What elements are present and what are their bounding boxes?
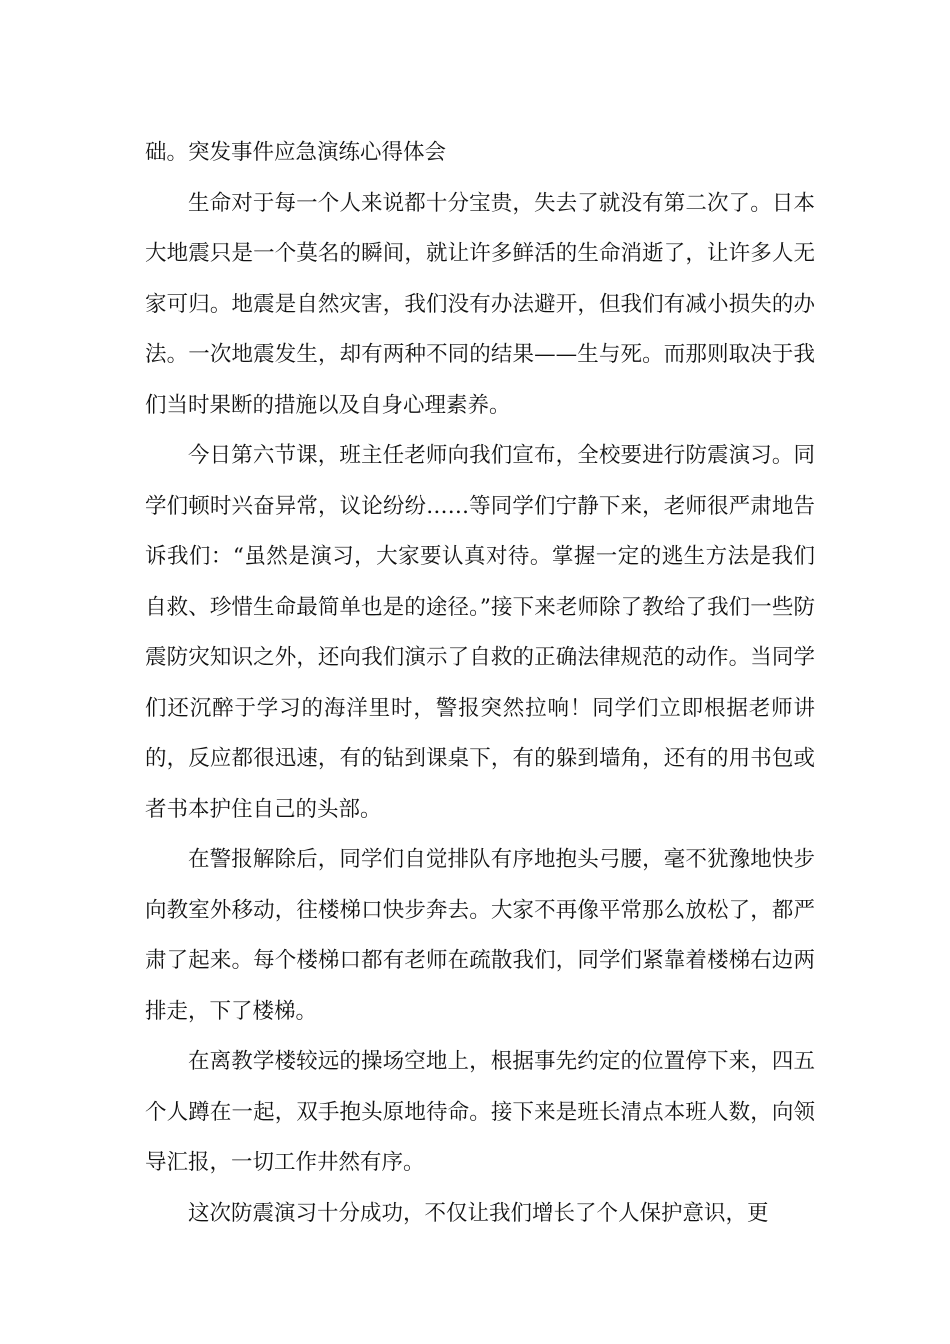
paragraph-title-line: 础。突发事件应急演练心得体会 bbox=[145, 140, 447, 165]
paragraph-3: 在警报解除后，同学们自觉排队有序地抱头弓腰，毫不犹豫地快步向教室外移动，往楼梯口快步奔去。大家不再像平常那么放松了，都严肃了起来。每个楼梯口都有老师在疏散我们，同学们紧靠着楼梯右边两排走，下了楼梯。 bbox=[145, 847, 815, 1024]
document-body bbox=[145, 128, 815, 1239]
paragraph-4: 在离教学楼较远的操场空地上，根据事先约定的位置停下来，四五个人蹲在一起，双手抱头原地待命。接下来是班长清点本班人数，向领导汇报，一切工作井然有序。 bbox=[145, 1049, 815, 1175]
paragraph-2: 今日第六节课，班主任老师向我们宣布，全校要进行防震演习。同学们顿时兴奋异常，议论纷纷……等同学们宁静下来，老师很严肃地告诉我们：“虽然是演习，大家要认真对待。掌握一定的逃生方法是我们自救、珍惜生命最简单也是的途径。”接下来老师除了教给了我们一些防震防灾知识之外，还向我们演示了自救的正确法律规范的动作。当同学们还沉醉于学习的海洋里时，警报突然拉响！同学们立即根据老师讲的，反应都很迅速，有的钻到课桌下，有的躲到墙角，还有的用书包或者书本护住自己的头部。 bbox=[145, 443, 815, 822]
paragraph-1: 生命对于每一个人来说都十分宝贵，失去了就没有第二次了。日本大地震只是一个莫名的瞬间，就让许多鲜活的生命消逝了，让许多人无家可归。地震是自然灾害，我们没有办法避开，但我们有减小损失的办法。一次地震发生，却有两种不同的结果——生与死。而那则取决于我们当时果断的措施以及自身心理素养。 bbox=[145, 190, 815, 418]
paragraph-5: 这次防震演习十分成功，不仅让我们增长了个人保护意识，更 bbox=[188, 1200, 769, 1226]
